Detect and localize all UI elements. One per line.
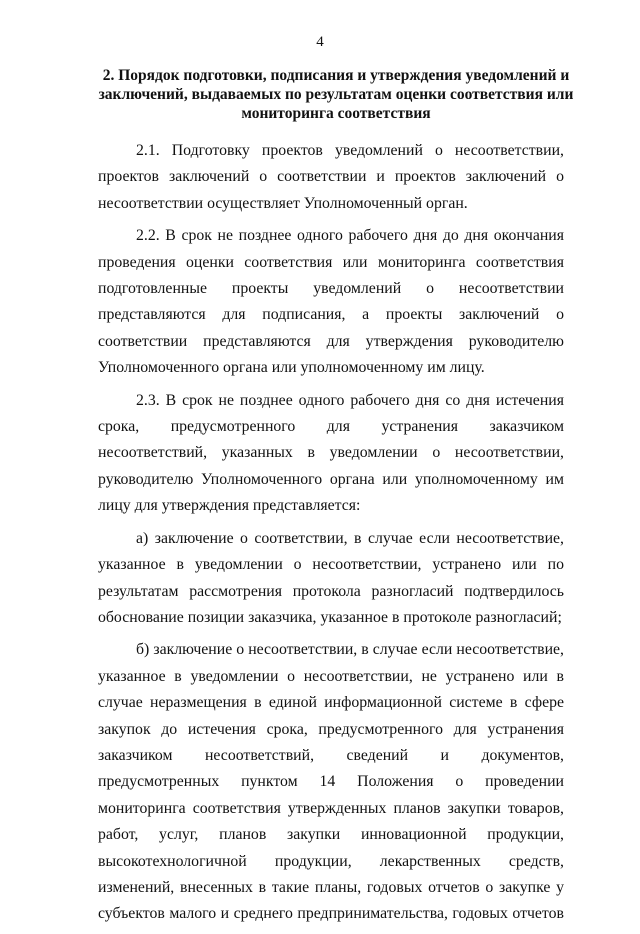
- paragraph-2-3-a: а) заключение о соответствии, в случае если несоответствие, указанное в уведомлении о несоответствии, устранено или по результатам рассмотрения протокола разногласий подтвердилось обоснование позиции заказчика, указанное в протоколе разногласий;: [98, 529, 564, 626]
- section-heading: 2. Порядок подготовки, подписания и утверждения уведомлений и заключений, выдаваемых по результатам оценки соответствия или мониторинга соответствия: [98, 67, 574, 122]
- paragraph-2-3-b: б) заключение о несоответствии, в случае если несоответствие, указанное в уведомлении о несоответствии, не устранено или в случае неразмещения в единой информационной системе в сфере закупок до истечения срока, предусмотренного для устранения заказчиком несоответствий, сведений и документов, предусмотренных пунктом 14 Положения о проведении мониторинга соответствия утвержденных планов закупки товаров, работ, услуг, планов закупки инновационной продукции, высокотехнологичной продукции, лекарственных средств, изменений, внесенных в такие планы, годовых отчетов о закупке у субъектов малого и среднего предпринимательства, годовых отчетов: [98, 641, 564, 923]
- paragraph-2-3: 2.3. В срок не позднее одного рабочего дня со дня истечения срока, предусмотренного для устранения заказчиком несоответствий, указанных в уведомлении о несоответствии, руководителю Уполномоченного органа или уполномоченному им лицу для утверждения представляется:: [98, 391, 564, 515]
- page-number: 4: [316, 34, 324, 50]
- section-body: [98, 138, 564, 934]
- paragraph-2-1: 2.1. Подготовку проектов уведомлений о несоответствии, проектов заключений о соответствии и проектов заключений о несоответствии осуществляет Уполномоченный орган.: [98, 142, 564, 212]
- paragraph-2-2: 2.2. В срок не позднее одного рабочего дня до дня окончания проведения оценки соответствия или мониторинга соответствия подготовленные проекты уведомлений о несоответствии представляются для подписания, а проекты заключений о соответствии представляются для утверждения руководителю Уполномоченного органа или уполномоченному им лицу.: [98, 227, 564, 377]
